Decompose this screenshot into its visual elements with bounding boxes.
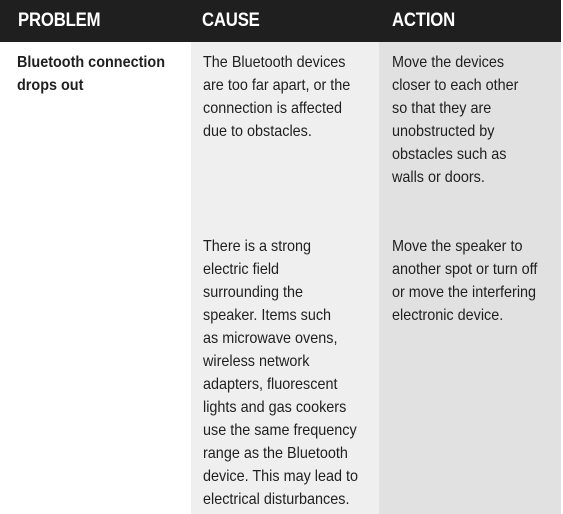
row-2-action — [392, 235, 537, 327]
text-line: electric field — [203, 261, 280, 278]
table-header — [0, 0, 561, 42]
header-problem: PROBLEM — [18, 10, 101, 31]
text-line: obstacles such as — [392, 146, 507, 163]
text-line: The Bluetooth devices — [203, 54, 346, 71]
text-line: use the same frequency — [203, 422, 357, 439]
text-line: closer to each other — [392, 77, 519, 94]
text-line: Move the devices — [392, 54, 505, 71]
row-1-action — [392, 51, 518, 189]
text-line: Move the speaker to — [392, 238, 523, 255]
text-line: so that they are — [392, 100, 492, 117]
text-line: range as the Bluetooth — [203, 445, 348, 462]
text-line: Bluetooth connection — [17, 54, 165, 71]
text-line: unobstructed by — [392, 123, 495, 140]
text-line: or move the interfering — [392, 284, 537, 301]
text-line: as microwave ovens, — [203, 330, 338, 347]
text-line: another spot or turn off — [392, 261, 538, 278]
text-line: lights and gas cookers — [203, 399, 347, 416]
text-line: electronic device. — [392, 307, 504, 324]
text-line: wireless network — [203, 353, 310, 370]
problem-column — [0, 42, 191, 514]
text-line: drops out — [17, 77, 84, 94]
text-line: electrical disturbances. — [203, 491, 350, 508]
header-action: ACTION — [392, 10, 456, 31]
header-cause: CAUSE — [202, 10, 260, 31]
text-line: due to obstacles. — [203, 123, 312, 140]
text-line: connection is affected — [203, 100, 343, 117]
row-1-problem — [17, 51, 165, 97]
row-2-cause — [203, 235, 358, 511]
text-line: surrounding the — [203, 284, 304, 301]
row-1-cause — [203, 51, 350, 143]
text-line: walls or doors. — [392, 169, 485, 186]
text-line: adapters, fluorescent — [203, 376, 338, 393]
text-line: device. This may lead to — [203, 468, 359, 485]
text-line: speaker. Items such — [203, 307, 332, 324]
text-line: There is a strong — [203, 238, 312, 255]
text-line: are too far apart, or the — [203, 77, 351, 94]
